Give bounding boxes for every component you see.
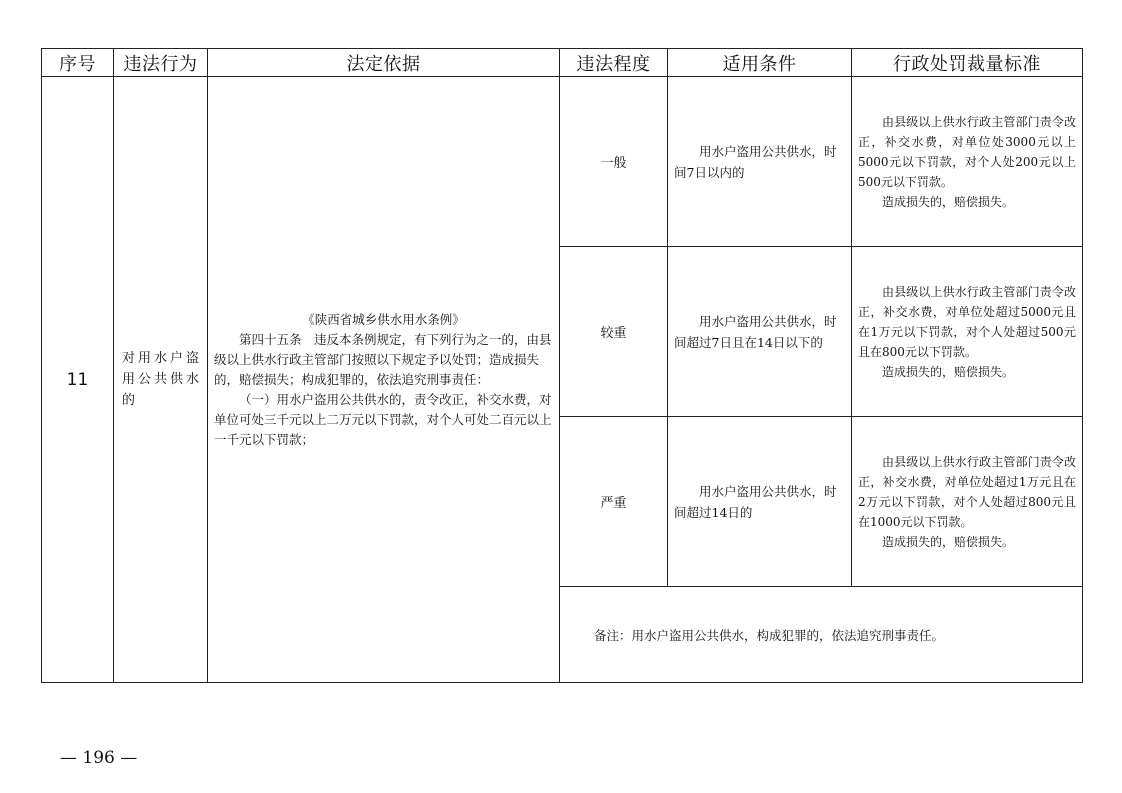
degree-serious: 较重 xyxy=(560,247,668,417)
compensation-text: 造成损失的，赔偿损失。 xyxy=(882,534,1015,549)
condition-general xyxy=(668,77,852,247)
compensation-text: 造成损失的，赔偿损失。 xyxy=(882,364,1015,379)
header-legal-basis: 法定依据 xyxy=(208,49,560,77)
header-degree: 违法程度 xyxy=(560,49,668,77)
header-row xyxy=(42,49,1083,77)
condition-severe xyxy=(668,417,852,587)
header-number: 序号 xyxy=(42,49,114,77)
violation-act: 对用水户盗用公共供水的 xyxy=(114,77,208,683)
header-standard: 行政处罚裁量标准 xyxy=(852,49,1083,77)
condition-text: 用水户盗用公共供水，时间7日以内的 xyxy=(674,143,837,180)
condition-text: 用水户盗用公共供水，时间超过7日且在14日以下的 xyxy=(674,313,837,350)
page-number: — 196 — xyxy=(60,748,138,768)
standard-severe xyxy=(852,417,1083,587)
header-violation: 违法行为 xyxy=(114,49,208,77)
standard-serious xyxy=(852,247,1083,417)
regulation-title: 《陕西省城乡供水用水条例》 xyxy=(302,311,465,327)
compensation-text: 造成损失的，赔偿损失。 xyxy=(882,194,1015,209)
article-text: 第四十五条 违反本条例规定，有下列行为之一的，由县级以上供水行政主管部门按照以下规定予以处罚；造成损失的，赔偿损失；构成犯罪的，依法追究刑事责任： xyxy=(214,331,552,387)
standard-text: 由县级以上供水行政主管部门责令改正，补交水费，对单位处超过5000元且在1万元以下罚款，对个人处超过500元且在800元以下罚款。 xyxy=(858,284,1076,359)
degree-severe: 严重 xyxy=(560,417,668,587)
standard-general xyxy=(852,77,1083,247)
note: 备注：用水户盗用公共供水，构成犯罪的，依法追究刑事责任。 xyxy=(560,587,1083,683)
table-row xyxy=(42,77,1083,247)
degree-general: 一般 xyxy=(560,77,668,247)
penalty-table xyxy=(41,48,1083,683)
condition-text: 用水户盗用公共供水，时间超过14日的 xyxy=(674,483,837,520)
condition-serious xyxy=(668,247,852,417)
clause-text: （一）用水户盗用公共供水的，责令改正，补交水费，对单位可处三千元以上二万元以下罚款，对个人可处二百元以上一千元以下罚款； xyxy=(214,391,552,447)
standard-text: 由县级以上供水行政主管部门责令改正，补交水费，对单位处超过1万元且在2万元以下罚款，对个人处超过800元且在1000元以下罚款。 xyxy=(858,454,1076,529)
legal-basis xyxy=(208,77,560,683)
header-condition: 适用条件 xyxy=(668,49,852,77)
row-number: 11 xyxy=(42,77,114,683)
standard-text: 由县级以上供水行政主管部门责令改正，补交水费，对单位处3000元以上5000元以下罚款，对个人处200元以上500元以下罚款。 xyxy=(858,114,1076,189)
